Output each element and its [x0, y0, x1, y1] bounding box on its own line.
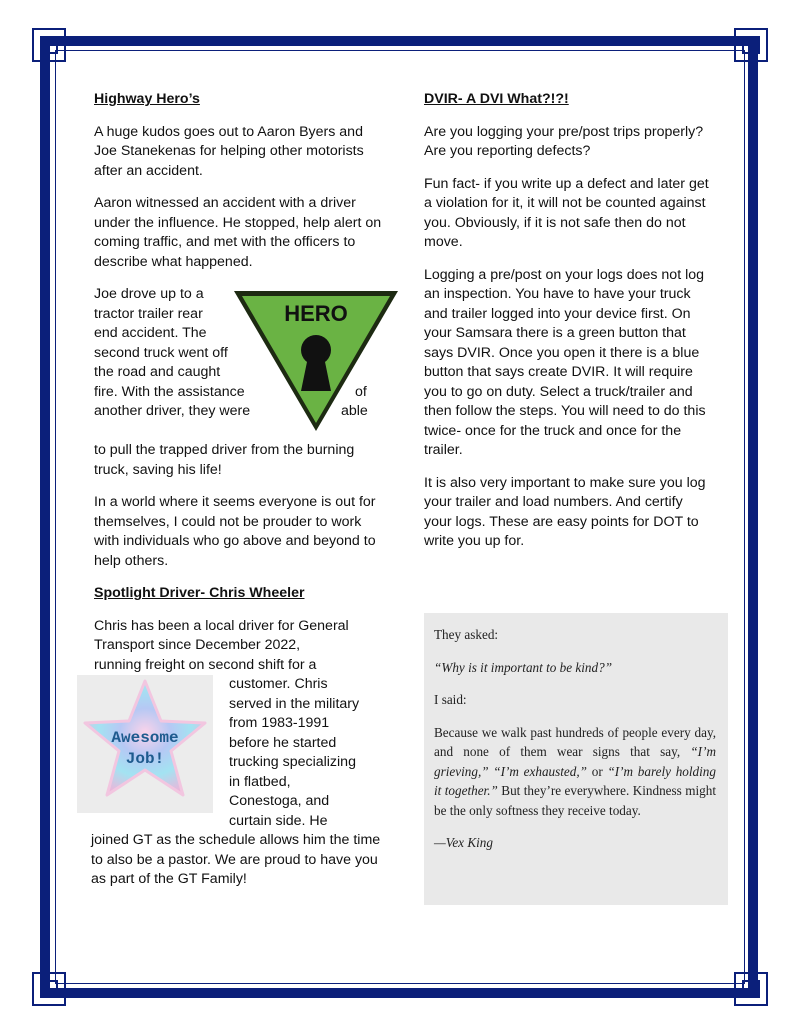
- right-column: [424, 90, 714, 565]
- svg-text:Job!: Job!: [125, 750, 165, 768]
- corner-ornament: [32, 972, 66, 1006]
- svg-text:Awesome: Awesome: [111, 729, 179, 747]
- highway-heroes-heading: Highway Hero’s: [94, 91, 200, 107]
- corner-ornament: [734, 28, 768, 62]
- quote-asked: They asked:: [434, 627, 499, 642]
- corner-ornament: [32, 28, 66, 62]
- dvir-paragraph-3: Logging a pre/post on your logs does not log an inspection. You have to have your truck and trailer logged into your device first. On your Samsara there is a green button that says DVIR. Once you open it there is a blue button that says create DVIR. It will require you to go on duty. Select a truck/trailer and then follow the steps. You will need to do this twice- once for the truck and once for the trailer.: [424, 266, 706, 458]
- dvir-paragraph-1: Are you logging your pre/post trips properly? Are you reporting defects?: [424, 123, 704, 159]
- dvir-heading: DVIR- A DVI What?!?!: [424, 91, 569, 107]
- joe-story-rest: to pull the trapped driver from the burning truck, saving his life!: [94, 442, 355, 478]
- dvir-paragraph-4: It is also very important to make sure you log your trailer and load numbers. And certify your logs. These are easy points for DOT to write you up for.: [424, 474, 706, 549]
- highway-paragraph-4: In a world where it seems everyone is out for themselves, I could not be prouder to work with individuals who go above and beyond to help others.: [94, 494, 376, 569]
- spotlight-wrapped-text: customer. Chris served in the military from 1983-1991 before he started trucking specializing in flatbed, Conestoga, and curtain side. He: [229, 676, 360, 829]
- spotlight-wrap-block: [94, 675, 384, 831]
- dvir-paragraph-2: Fun fact- if you write up a defect and later get a violation for it, it will not be counted against you. Obviously, if it is not safe then do not move.: [424, 175, 709, 250]
- kindness-quote-image: [424, 613, 728, 905]
- left-column: [91, 90, 384, 903]
- quote-said: I said:: [434, 692, 467, 707]
- awesome-job-badge: [77, 675, 213, 813]
- highway-paragraph-1: A huge kudos goes out to Aaron Byers and Joe Stanekenas for helping other motorists after an accident.: [94, 123, 364, 179]
- quote-question: “Why is it important to be kind?”: [434, 659, 613, 675]
- corner-ornament: [734, 972, 768, 1006]
- hero-story-block: [94, 285, 384, 441]
- hero-sign-image: [230, 287, 402, 435]
- quote-answer: Because we walk past hundreds of people every day, and none of them wear signs that say, “I’m grieving,” “I’m exhausted,” or “I’m barely holding it together.” But they’re everywhere. Kindness might be the only softness they receive today.: [434, 724, 716, 818]
- highway-paragraph-2: Aaron witnessed an accident with a driver under the influence. He stopped, help alert on coming traffic, and met with the officers to describe what happened.: [94, 195, 382, 270]
- quote-author: —Vex King: [434, 835, 493, 850]
- hero-sign-label: HERO: [284, 301, 348, 326]
- spotlight-intro: Chris has been a local driver for General Transport since December 2022, running freight on second shift for a: [94, 617, 349, 673]
- spotlight-rest: joined GT as the schedule allows him the time to also be a pastor. We are proud to have you as part of the GT Family!: [91, 832, 381, 887]
- spotlight-driver-heading: Spotlight Driver- Chris Wheeler: [94, 585, 305, 601]
- joe-story-text: Joe drove up to a tractor trailer rear end accident. The second truck went off the road and caught fire. With the assistance of another driver, they were able: [94, 286, 368, 419]
